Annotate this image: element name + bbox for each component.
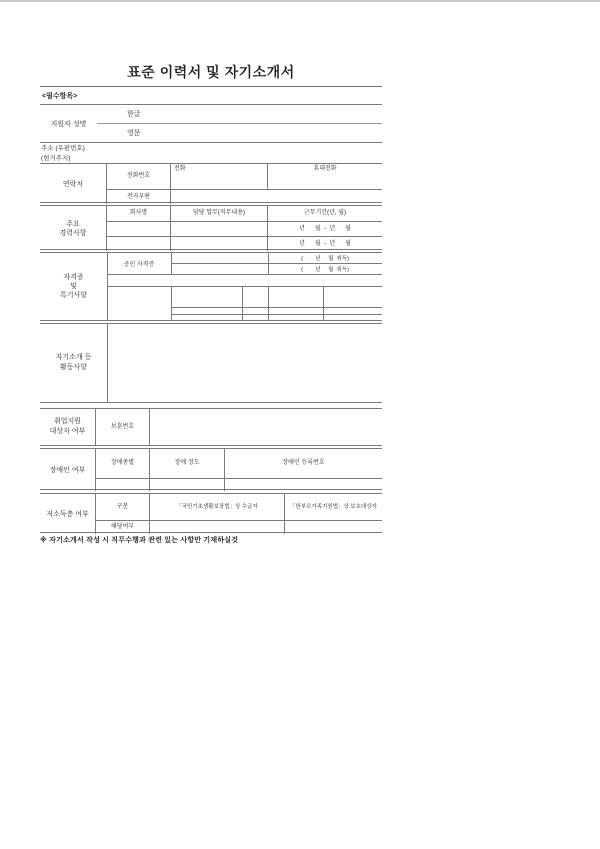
cert-sub-divider-v2 (242, 286, 243, 321)
low-income-label: 저소득층 여부 (40, 494, 96, 534)
low-income-col-category: 구분 (96, 494, 150, 520)
address-label-line1: 주소 (우편번호) (41, 145, 85, 152)
cert-sub-divider-v3 (268, 286, 269, 321)
english-name-row (97, 124, 382, 142)
korean-name-label: 한글 (127, 110, 141, 118)
low-income-single-parent-field (285, 520, 382, 534)
required-items-label: <필수항목> (42, 92, 78, 100)
cert-row-divider3 (107, 286, 382, 287)
low-income-col-single-parent: 「한부모가족지원법」상 보호대상자 (290, 504, 377, 510)
disability-regno-field (225, 478, 382, 491)
applicant-name-section (40, 105, 382, 143)
self-intro-section (40, 323, 382, 403)
career-label-line1: 주요 (66, 220, 80, 228)
employment-support-label-line1: 취업지원 (53, 418, 82, 425)
veteran-number-label: 보훈번호 (96, 409, 150, 445)
career-row1-company (107, 221, 171, 236)
cert-sub-divider-v1 (171, 286, 172, 321)
address-label-line2: (현거주지) (41, 155, 71, 162)
phone-number-label: 전화번호 (107, 164, 171, 189)
certificate1-acquired-date: ( 년 월 취득) (301, 256, 349, 262)
contact-label: 연락처 (40, 164, 107, 204)
career-label (40, 206, 107, 251)
official-certificate-label: 공인 자격증 (123, 262, 155, 268)
disability-type-field (96, 478, 150, 491)
low-income-section (40, 493, 382, 533)
footnote: ※ 자기소개서 작성 시 직무수행과 관련 있는 사항만 기재하실것 (40, 537, 239, 544)
certificates-label-line1: 자격증 (63, 274, 84, 281)
employment-support-label (40, 409, 96, 445)
applicant-name-label: 지원자 성명 (50, 120, 87, 128)
disability-degree-field (150, 478, 225, 491)
disability-col-degree: 장애 정도 (150, 449, 225, 478)
self-intro-label-line2: 활동사항 (59, 364, 88, 371)
certificate2-acquired-date: ( 년 월 취득) (301, 267, 349, 273)
career-row2-period: 년 월 - 년 월 (268, 236, 382, 251)
required-items-bar (40, 86, 382, 105)
phone-field: 전화 (171, 164, 268, 189)
page-top-edge (0, 0, 600, 2)
disability-col-regno: 장애인 등록번호 (282, 460, 325, 466)
career-label-line2: 경력사항 (59, 229, 87, 237)
career-row2-company (107, 236, 171, 251)
career-col-period: 근무기간(년, 월) (303, 210, 347, 216)
certificates-label-line2: 및 (70, 283, 77, 290)
career-section (40, 205, 382, 250)
korean-name-row (97, 105, 382, 124)
address-section (40, 143, 382, 163)
document-title: 표준 이력서 및 자기소개서 (127, 64, 295, 80)
employment-support-label-line2: 대상자 여부 (49, 428, 86, 435)
applicant-name-fields (97, 105, 382, 142)
self-intro-label (40, 324, 107, 402)
cert-sub-row-divider1 (171, 307, 382, 308)
low-income-col-basic-livelihood: 「국민기초생활보장법」상 수급자 (150, 494, 285, 520)
email-label: 전자우편 (107, 189, 171, 204)
disability-label: 장애인 여부 (40, 449, 96, 491)
mobile-phone-field: 휴대전화 (313, 166, 337, 172)
email-field (171, 189, 382, 204)
career-row1-duty (171, 221, 268, 236)
certificates-label-line3: 특기사항 (59, 292, 88, 299)
career-col-company: 회사명 (107, 206, 171, 221)
employment-support-section (40, 408, 382, 446)
cert-sub-divider-v4 (323, 286, 324, 321)
disability-col-type: 장애종별 (96, 449, 150, 478)
english-name-label: 영문 (127, 129, 141, 137)
disability-section (40, 448, 382, 490)
career-col-duty: 담당 업무(직무내용) (171, 206, 268, 221)
self-intro-label-line1: 자기소개 등 (55, 354, 92, 361)
contact-section (40, 163, 382, 203)
certificates-section (40, 252, 382, 321)
cert-sub-row-divider2 (171, 314, 382, 315)
career-row1-period: 년 월 - 년 월 (268, 221, 382, 236)
veteran-number-field (150, 409, 382, 445)
cert-row-divider2 (107, 274, 382, 275)
certificates-label (40, 253, 107, 320)
low-income-basic-field (150, 520, 285, 534)
low-income-applicable-label: 해당여부 (96, 520, 150, 534)
career-row2-duty (171, 236, 268, 251)
self-intro-divider (107, 324, 108, 402)
